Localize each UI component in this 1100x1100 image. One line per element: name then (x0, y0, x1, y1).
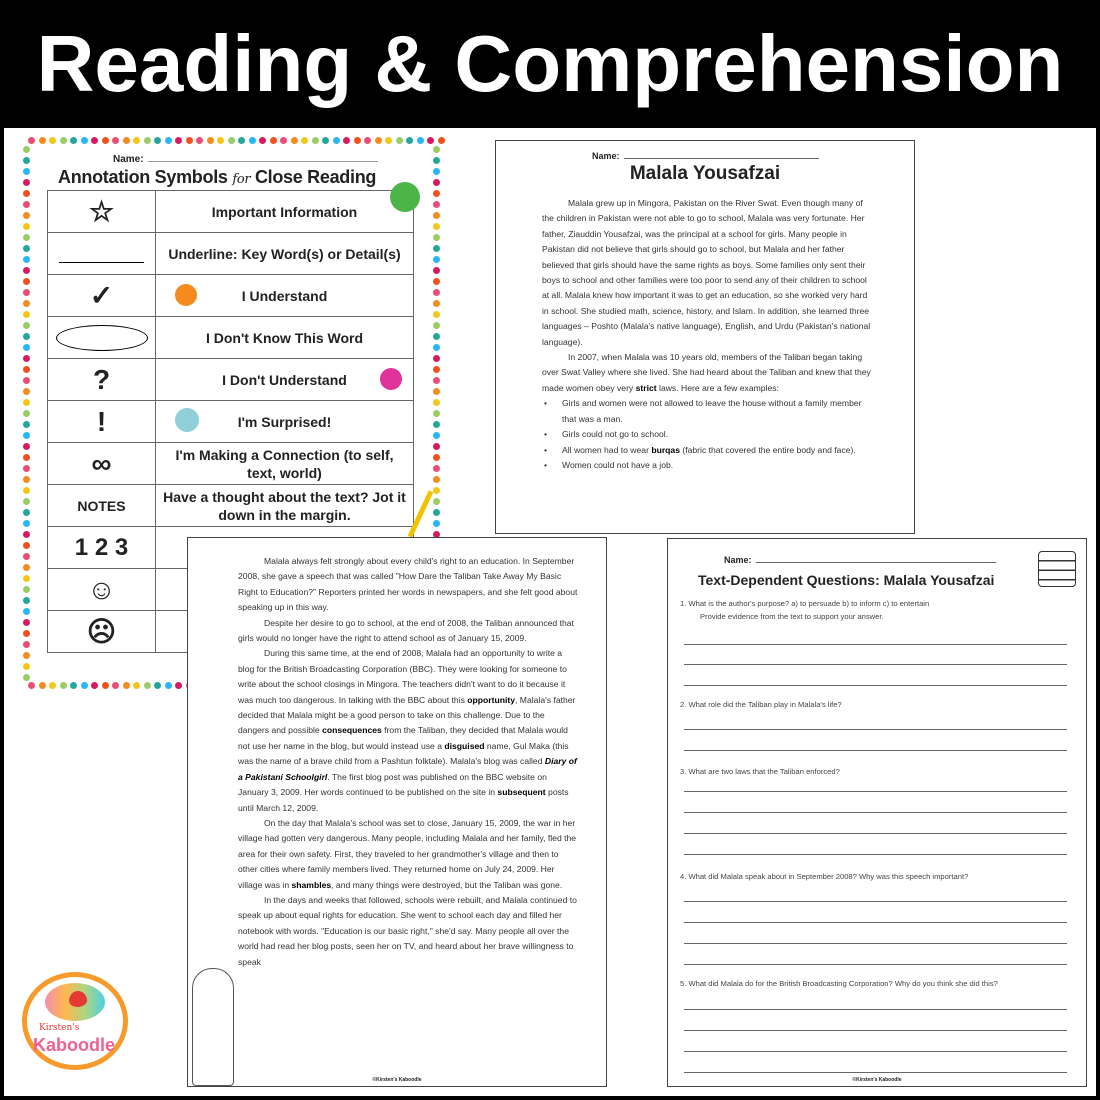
border-dot (23, 410, 30, 417)
border-dot (49, 682, 56, 689)
annotation-meaning: I'm Surprised! (156, 401, 414, 443)
passage-title: Malala Yousafzai (629, 163, 781, 184)
border-dot (433, 168, 440, 175)
annotation-symbol: ☺ (48, 569, 156, 611)
answer-line[interactable] (684, 1051, 1067, 1052)
answer-line[interactable] (684, 833, 1067, 834)
paragraph (238, 646, 578, 815)
text: On the day that Malala's school was set to close, January 15, 2009, the war in her village had gotten very dangerous. Many people, including Malala and her family, fled the area for their own safety. First, they traveled to her grandmother's village and then to other cities where family members lived. They returned home on July 24, 2009. Her village was in (238, 817, 577, 890)
border-dot (343, 137, 350, 144)
border-dot (259, 137, 266, 144)
border-dot (433, 267, 440, 274)
logo-line-2: Kaboodle (33, 1035, 116, 1055)
pink-critter-icon (380, 368, 402, 390)
border-dot (23, 212, 30, 219)
annotation-symbol: ? (48, 359, 156, 401)
border-dot (23, 223, 30, 230)
vocab-word: consequences (322, 725, 382, 736)
annotation-row (48, 443, 414, 485)
answer-line[interactable] (684, 685, 1067, 686)
border-dot (23, 520, 30, 527)
kirstens-kaboodle-logo (22, 972, 128, 1070)
paragraph: In the days and weeks that followed, schools were rebuilt, and Malala continued to speak up about equal rights for education. She went to school each day and filled her notebook with words. "Education is our basic right," she'd say. Many people all over the world had read her blog posts, seen her on TV, and heard about her brave willingness to speak (238, 894, 577, 967)
border-dot (28, 137, 35, 144)
border-dot (23, 190, 30, 197)
border-dot (427, 137, 434, 144)
border-dot (406, 137, 413, 144)
text: , Malala's father decided that Malala might be a good person to take on this challenge. Due to the dangers and possible (238, 694, 576, 736)
passage-page-2 (187, 537, 607, 1087)
answer-line[interactable] (684, 901, 1067, 902)
border-dot (144, 682, 151, 689)
border-dot (217, 137, 224, 144)
border-dot (123, 682, 130, 689)
border-dot (433, 322, 440, 329)
border-dot (81, 137, 88, 144)
border-dot (238, 137, 245, 144)
list-item: • Girls could not go to school. (542, 427, 872, 442)
border-dot (112, 137, 119, 144)
border-dot (23, 553, 30, 560)
vocab-word: subsequent (497, 787, 546, 798)
border-dot (102, 682, 109, 689)
underline-icon (59, 262, 144, 263)
border-dot (207, 137, 214, 144)
annotation-row (48, 191, 414, 233)
border-dot (60, 137, 67, 144)
border-dot (70, 682, 77, 689)
border-dot (433, 388, 440, 395)
answer-line[interactable] (684, 964, 1067, 965)
border-dot (433, 179, 440, 186)
border-dot (23, 597, 30, 604)
annotation-row (48, 359, 414, 401)
annotation-symbol: NOTES (48, 485, 156, 527)
border-dot (333, 137, 340, 144)
sheet-title (58, 167, 376, 188)
border-dot (228, 137, 235, 144)
border-dot (102, 137, 109, 144)
annotation-meaning: I Understand (156, 275, 414, 317)
border-dot (433, 289, 440, 296)
border-dot (23, 355, 30, 362)
border-dot (23, 443, 30, 450)
annotation-symbol: ☆ (48, 191, 156, 233)
books-icon (1038, 551, 1076, 587)
border-dot (186, 137, 193, 144)
border-dot (23, 421, 30, 428)
blog-title: Diary of a Pakistani Schoolgirl (238, 756, 577, 782)
border-dot (23, 465, 30, 472)
answer-line[interactable] (684, 750, 1067, 751)
vocab-word: shambles (291, 879, 332, 890)
border-dot (175, 137, 182, 144)
passage-text (238, 554, 578, 970)
border-dot (23, 487, 30, 494)
title-part: Annotation Symbols (58, 167, 233, 187)
border-dot (23, 509, 30, 516)
answer-line[interactable] (684, 1009, 1067, 1010)
border-dot (301, 137, 308, 144)
annotation-row (48, 485, 414, 527)
oval-icon (56, 325, 148, 351)
copyright: ©Kirsten's Kaboodle (852, 1077, 902, 1083)
border-dot (375, 137, 382, 144)
border-dot (91, 682, 98, 689)
border-dot (322, 137, 329, 144)
text: name, Gul Maka (this was the name of a brave child from a Pashtun folktale). Malala's blog was called (238, 740, 569, 767)
answer-line[interactable] (684, 943, 1067, 944)
malala-illustration (192, 968, 234, 1086)
annotation-meaning: I'm Making a Connection (to self, text, world) (156, 443, 414, 485)
annotation-meaning: Important Information (156, 191, 414, 233)
border-dot (91, 137, 98, 144)
answer-line[interactable] (684, 1072, 1067, 1073)
answer-line[interactable] (684, 644, 1067, 645)
border-dot (23, 179, 30, 186)
border-dot (433, 245, 440, 252)
list-item (542, 443, 872, 458)
border-dot (23, 311, 30, 318)
border-dot (433, 190, 440, 197)
border-dot (23, 146, 30, 153)
border-dot (433, 432, 440, 439)
border-dot (23, 344, 30, 351)
border-dot (433, 355, 440, 362)
question-2: 2. What role did the Taliban play in Malala's life? (680, 700, 842, 709)
vocab-word: disguised (444, 740, 485, 751)
border-dot (165, 682, 172, 689)
annotation-row (48, 401, 414, 443)
border-dot (433, 465, 440, 472)
answer-line[interactable] (684, 729, 1067, 730)
border-dot (133, 682, 140, 689)
border-dot (49, 137, 56, 144)
examples-list (542, 396, 872, 473)
border-dot (23, 641, 30, 648)
answer-line[interactable] (684, 922, 1067, 923)
text: , and many things were destroyed, but the Taliban was gone. (331, 879, 563, 890)
border-dot (23, 608, 30, 615)
border-dot (433, 399, 440, 406)
border-dot (23, 432, 30, 439)
border-dot (385, 137, 392, 144)
questions-page (667, 538, 1087, 1087)
question-text: Provide evidence from the text to support your answer. (700, 612, 884, 621)
border-dot (154, 682, 161, 689)
border-dot (433, 410, 440, 417)
border-dot (433, 344, 440, 351)
annotation-meaning: Have a thought about the text? Jot it down in the margin. (156, 485, 414, 527)
border-dot (23, 322, 30, 329)
title-script-word: for (232, 172, 251, 187)
annotation-row (48, 317, 414, 359)
name-field (724, 555, 996, 565)
border-dot (433, 146, 440, 153)
annotation-symbol: ✓ (48, 275, 156, 317)
answer-line[interactable] (684, 791, 1067, 792)
question-1 (680, 597, 929, 623)
annotation-symbol: ∞ (48, 443, 156, 485)
border-dot (23, 157, 30, 164)
passage-page-1 (495, 140, 915, 534)
border-dot (39, 682, 46, 689)
answer-line[interactable] (684, 1030, 1067, 1031)
border-dot (433, 157, 440, 164)
annotation-meaning: I Don't Know This Word (156, 317, 414, 359)
annotation-symbol: ☹ (48, 611, 156, 653)
border-dot (133, 137, 140, 144)
border-dot (144, 137, 151, 144)
border-dot (438, 137, 445, 144)
name-label: Name: (724, 555, 752, 565)
answer-line[interactable] (684, 664, 1067, 665)
annotation-symbol (48, 317, 156, 359)
border-dot (23, 201, 30, 208)
paragraph: Malala always felt strongly about every child's right to an education. In September 2008, she gave a speech that was called "How Dare the Taliban Take Away My Basic Right to Education?" Reporters printed her words in newspapers, and she felt good about speaking up in this way. (238, 556, 578, 613)
border-dot (23, 674, 30, 681)
green-critter-icon (390, 182, 420, 212)
border-dot (112, 682, 119, 689)
annotation-symbol (48, 233, 156, 275)
border-dot (23, 388, 30, 395)
text: In 2007, when Malala was 10 years old, members of the Taliban began taking over Swat Valley where she lived. She had heard about the Taliban and knew that they made women obey very (542, 352, 871, 393)
vocab-word: opportunity (467, 694, 516, 705)
question-5: 5. What did Malala do for the British Broadcasting Corporation? Why do you think she did this? (680, 979, 998, 988)
border-dot (23, 454, 30, 461)
text: . The first blog post was published on the BBC website on January 3, 2009. Her words continued to be published on the site in (238, 771, 547, 798)
border-dot (433, 498, 440, 505)
questions-title: Text-Dependent Questions: Malala Yousafzai (698, 572, 995, 588)
blue-critter-icon (175, 408, 199, 432)
passage-text (542, 196, 872, 473)
text: posts until March 12, 2009. (238, 787, 569, 813)
border-dot (23, 267, 30, 274)
border-dot (23, 256, 30, 263)
border-dot (433, 311, 440, 318)
text: laws. Here are a few examples: (656, 382, 779, 393)
border-dot (23, 630, 30, 637)
border-dot (23, 168, 30, 175)
border-dot (23, 245, 30, 252)
border-dot (196, 137, 203, 144)
border-dot (433, 366, 440, 373)
border-dot (123, 137, 130, 144)
paragraph: Malala grew up in Mingora, Pakistan on the River Swat. Even though many of the children in Pakistan were not able to go to school, Malala was very fortunate. Her father, Ziauddin Yousafzai, was the principal at a school for girls. Many people in Pakistan did not believe that girls should go to school, but Malala and her father believed that girls should have the same rights as boys. Some families only sent their boys to school and other families were too poor to send any of their children to school at all. Malala knew how important it was to get an education, so she worked very hard in school. She studied math, science, history, and Islam. In addition, she learned three languages – Poshto (Malala's native language), English, and Urdu (Pakistan's national language). (542, 198, 871, 347)
border-dot (433, 201, 440, 208)
border-dot (23, 366, 30, 373)
border-dot (433, 443, 440, 450)
border-dot (280, 137, 287, 144)
border-dot (433, 509, 440, 516)
text: During this same time, at the end of 2008, Malala had an opportunity to write a blog for the British Broadcasting Corporation (BBC). They were looking for someone to write about the school closings in Mingora. The teachers didn't want to do it because it was much too dangerous. In talking with the BBC about this (238, 648, 567, 705)
border-dot (23, 289, 30, 296)
list-item: • Girls and women were not allowed to leave the house without a family member that was a man. (542, 396, 872, 427)
border-dot (433, 421, 440, 428)
border-dot (433, 278, 440, 285)
border-dot (364, 137, 371, 144)
question-text: 1. What is the author's purpose? a) to persuade b) to inform c) to entertain (680, 599, 930, 608)
border-dot (270, 137, 277, 144)
border-dot (28, 682, 35, 689)
orange-critter-icon (175, 284, 197, 306)
border-dot (23, 399, 30, 406)
border-dot (433, 212, 440, 219)
border-dot (433, 487, 440, 494)
paragraph: Despite her desire to go to school, at the end of 2008, the Taliban announced that girls would no longer have the right to attend school as of January 15, 2009. (238, 617, 574, 644)
border-dot (433, 476, 440, 483)
logo-line-1: Kirsten's (39, 1023, 80, 1033)
border-dot (23, 333, 30, 340)
border-dot (60, 682, 67, 689)
annotation-symbol: ! (48, 401, 156, 443)
text: All women had to wear (562, 444, 652, 455)
border-dot (396, 137, 403, 144)
border-dot (433, 223, 440, 230)
border-dot (354, 137, 361, 144)
border-dot (39, 137, 46, 144)
banner-title: Reading & Comprehension (0, 0, 1100, 128)
answer-line[interactable] (684, 812, 1067, 813)
border-dot (23, 278, 30, 285)
border-dot (249, 137, 256, 144)
vocab-word: burqas (651, 444, 680, 455)
border-dot (433, 234, 440, 241)
copyright: ©Kirsten's Kaboodle (372, 1077, 422, 1083)
annotation-symbol: 1 2 3 (48, 527, 156, 569)
border-dot (433, 333, 440, 340)
paragraph (542, 350, 872, 396)
border-dot (154, 137, 161, 144)
border-dot (23, 663, 30, 670)
annotation-meaning: I Don't Understand (156, 359, 414, 401)
border-dot (175, 682, 182, 689)
text: from the Taliban, they decided that Malala would not use her name in the blog, but would instead use a (238, 725, 568, 751)
answer-line[interactable] (684, 854, 1067, 855)
border-dot (23, 377, 30, 384)
name-field (592, 151, 819, 161)
border-dot (433, 454, 440, 461)
border-dot (23, 586, 30, 593)
question-3: 3. What are two laws that the Taliban enforced? (680, 767, 840, 776)
border-dot (433, 377, 440, 384)
name-field (113, 154, 378, 165)
annotation-row (48, 275, 414, 317)
title-part: Close Reading (250, 167, 377, 187)
border-dot (165, 137, 172, 144)
border-dot (23, 619, 30, 626)
border-dot (23, 498, 30, 505)
annotation-meaning: Underline: Key Word(s) or Detail(s) (156, 233, 414, 275)
border-dot (312, 137, 319, 144)
name-label: Name: (592, 151, 620, 161)
border-dot (291, 137, 298, 144)
border-dot (433, 520, 440, 527)
annotation-row (48, 233, 414, 275)
border-dot (23, 652, 30, 659)
border-dot (23, 476, 30, 483)
question-4: 4. What did Malala speak about in September 2008? Why was this speech important? (680, 872, 969, 881)
list-item: • Women could not have a job. (542, 458, 872, 473)
border-dot (433, 256, 440, 263)
border-dot (433, 300, 440, 307)
border-dot (23, 234, 30, 241)
border-dot (23, 542, 30, 549)
border-dot (417, 137, 424, 144)
paragraph (238, 816, 578, 893)
name-label: Name: (113, 154, 144, 165)
vocab-word: strict (635, 382, 657, 393)
border-dot (23, 575, 30, 582)
border-dot (23, 564, 30, 571)
border-dot (70, 137, 77, 144)
border-dot (23, 531, 30, 538)
border-dot (81, 682, 88, 689)
text: (fabric that covered the entire body and face). (679, 444, 856, 455)
border-dot (23, 300, 30, 307)
